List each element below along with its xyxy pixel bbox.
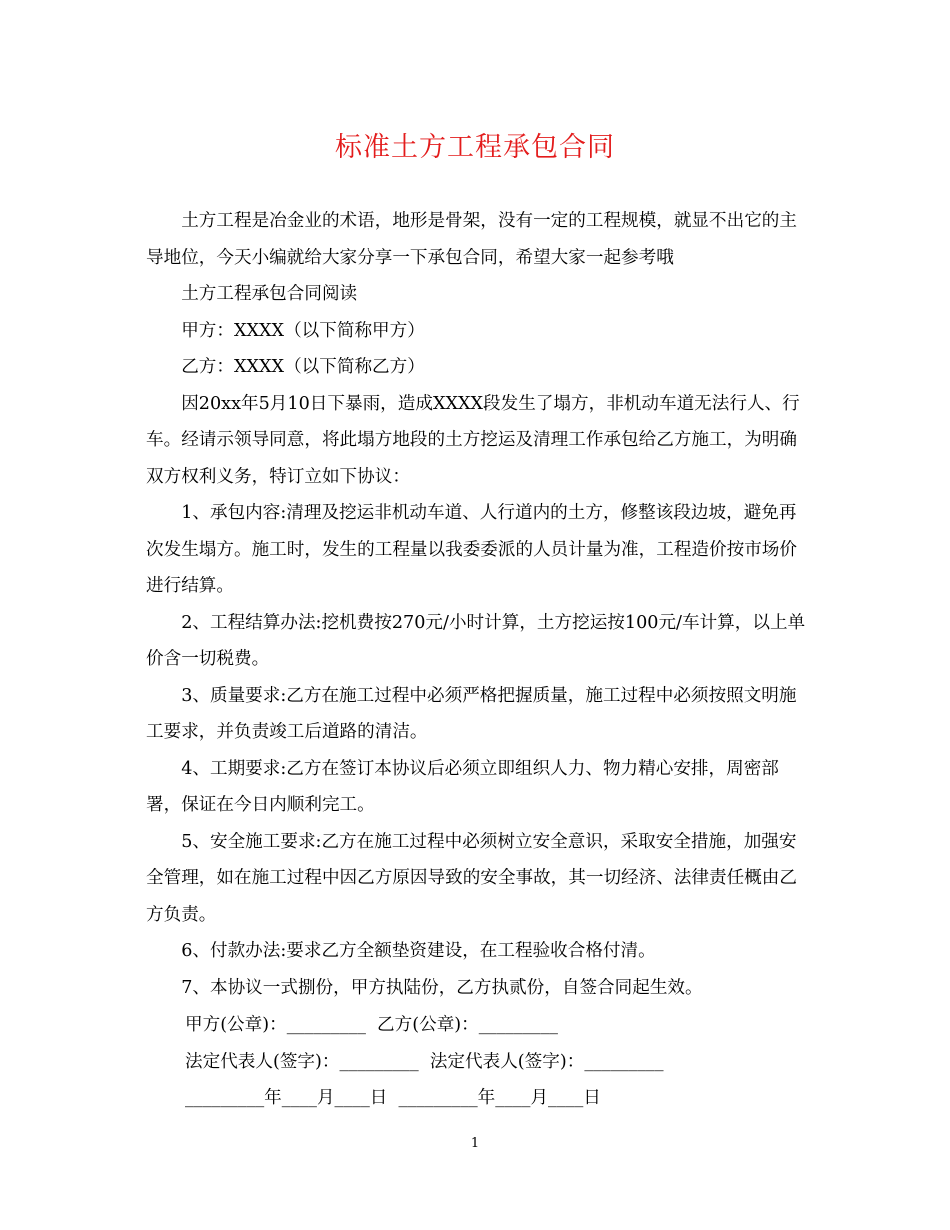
document-title: 标准土方工程承包合同: [335, 132, 615, 163]
clause-1-scope: 1、承包内容:清理及挖运非机动车道、人行道内的土方，修整该段边坡，避免再次发生塌方。施工时，发生的工程量以我委委派的人员计量为准，工程造价按市场价进行结算。: [146, 503, 797, 596]
party-b-line: 乙方：XXXX（以下简称乙方）: [181, 357, 425, 377]
clause-5-safety: 5、安全施工要求:乙方在施工过程中必须树立安全意识，采取安全措施，加强安全管理，如在施工过程中因乙方原因导致的安全事故，其一切经济、法律责任概由乙方负责。: [146, 831, 797, 925]
party-a-line: 甲方：XXXX（以下简称甲方）: [181, 320, 425, 341]
intro-paragraph: 土方工程是冶金业的术语，地形是骨架，没有一定的工程规模，就显不出它的主导地位，今天小编就给大家分享一下承包合同，希望大家一起参考哦: [146, 211, 797, 268]
background-paragraph: 因20xx年5月10日下暴雨，造成XXXX段发生了塌方，非机动车道无法行人、行车。经请示领导同意，将此塌方地段的土方挖运及清理工作承包给乙方施工，为明确双方权利义务，特订立如下协议：: [146, 393, 800, 487]
clause-3-quality: 3、质量要求:乙方在施工过程中必须严格把握质量，施工过程中必须按照文明施工要求，并负责竣工后道路的清洁。: [146, 685, 797, 742]
page-number: 1: [470, 1136, 480, 1151]
document-body: [146, 203, 806, 1006]
clause-6-payment: 6、付款办法:要求乙方全额垫资建设，在工程验收合格付清。: [181, 941, 656, 961]
date-line: _________年____月____日 _________年____月____日: [185, 1088, 601, 1108]
seal-line: 甲方(公章)：_________ 乙方(公章)：_________: [185, 1015, 558, 1035]
clause-7-copies: 7、本协议一式捌份，甲方执陆份，乙方执贰份，自签合同起生效。: [181, 977, 703, 998]
clause-2-settlement: 2、工程结算办法:挖机费按270元/小时计算，土方挖运按100元/车计算，以上单价含一切税费。: [146, 612, 806, 669]
clause-4-schedule: 4、工期要求:乙方在签订本协议后必须立即组织人力、物力精心安排，周密部署，保证在今日内顺利完工。: [146, 758, 779, 815]
representative-signature-line: 法定代表人(签字)：_________ 法定代表人(签字)：_________: [185, 1052, 664, 1072]
subtitle-paragraph: 土方工程承包合同阅读: [181, 284, 358, 304]
